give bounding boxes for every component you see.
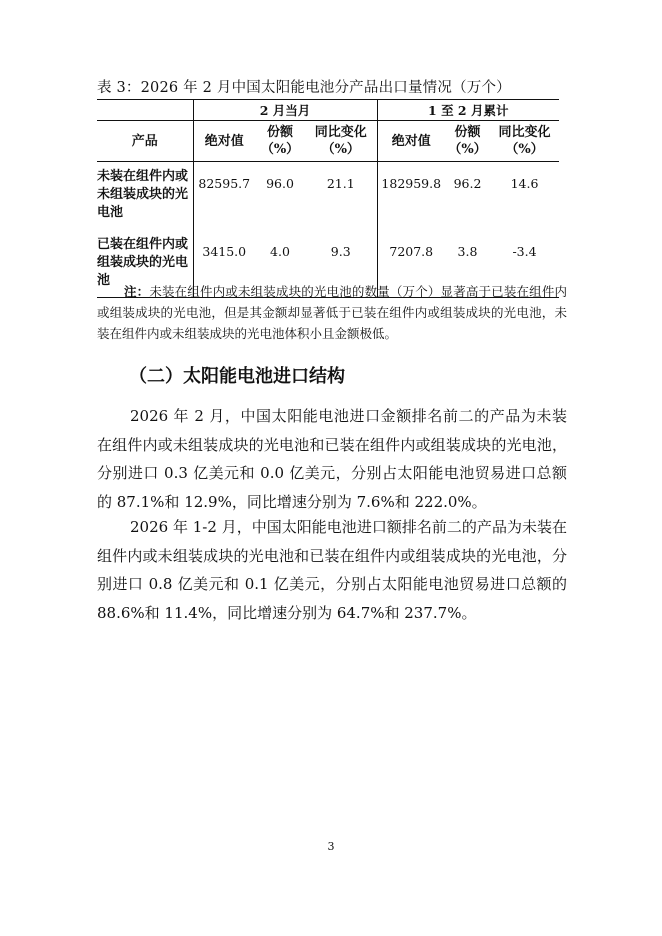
export-table (97, 99, 559, 298)
cell-share-feb: 4.0 (255, 236, 305, 298)
cell-yoy-feb: 21.1 (305, 162, 377, 237)
header-yoy-feb: 同比变化（%） (305, 121, 377, 162)
cell-share-cum: 3.8 (445, 236, 490, 298)
header-blank-cell (97, 100, 193, 121)
header-absolute-cum: 绝对值 (377, 121, 445, 162)
header-product: 产品 (97, 121, 193, 162)
body-paragraph: 2026 年 1-2 月，中国太阳能电池进口额排名前二的产品为未装在组件内或未组装成块的光电池和已装在组件内或组装成块的光电池，分别进口 0.8 亿美元和 0.1 亿美元，分别占太阳能电池贸易进口总额的 88.6%和 11.4%，同比增速分别为 64.7%和 237.7%。 (97, 518, 567, 622)
cell-share-feb: 96.0 (266, 176, 294, 191)
header-yoy-cum: 同比变化（%） (490, 121, 559, 162)
table-row (97, 162, 559, 237)
cell-absolute-cum: 182959.8 (381, 176, 442, 191)
cell-yoy-cum: 14.6 (510, 176, 539, 191)
group-header-jan-feb: 1 至 2 月累计 (377, 100, 559, 121)
header-share-feb: 份额（%） (255, 121, 305, 162)
table-group-header-row (97, 100, 559, 121)
cell-absolute-cum: 7207.8 (377, 236, 445, 298)
group-header-february: 2 月当月 (193, 100, 377, 121)
cell-share-cum: 96.2 (453, 176, 482, 191)
body-paragraph: 2026 年 2 月，中国太阳能电池进口金额排名前二的产品为未装在组件内或未组装成块的光电池和已装在组件内或组装成块的光电池，分别进口 0.3 亿美元和 0.0 亿美元，分别占太阳能电池贸易进口总额的 87.1%和 12.9%，同比增速分别为 7.6%和 222.0%。 (97, 407, 567, 511)
cell-absolute-feb: 82595.7 (198, 176, 251, 191)
header-share-cum: 份额（%） (445, 121, 490, 162)
section-heading: （二）太阳能电池进口结构 (129, 366, 345, 387)
cell-product: 已装在组件内或组装成块的光电池 (97, 236, 193, 298)
header-absolute-feb: 绝对值 (193, 121, 255, 162)
note-text: 未装在组件内或未组装成块的光电池的数量（万个）显著高于已装在组件内或组装成块的光电池，但是其金额却显著低于已装在组件内或组装成块的光电池，未装在组件内或未组装成块的光电池体积小且金额极低。 (97, 284, 567, 341)
page-number: 3 (327, 840, 335, 853)
cell-product: 未装在组件内或未组装成块的光电池 (97, 162, 193, 237)
cell-absolute-feb: 3415.0 (193, 236, 255, 298)
table-column-header-row (97, 121, 559, 162)
table-title: 表 3：2026 年 2 月中国太阳能电池分产品出口量情况（万个） (97, 80, 511, 96)
table-note (97, 281, 567, 344)
cell-yoy-cum: -3.4 (490, 236, 559, 298)
note-label: 注： (124, 284, 150, 299)
cell-yoy-feb: 9.3 (305, 236, 377, 298)
